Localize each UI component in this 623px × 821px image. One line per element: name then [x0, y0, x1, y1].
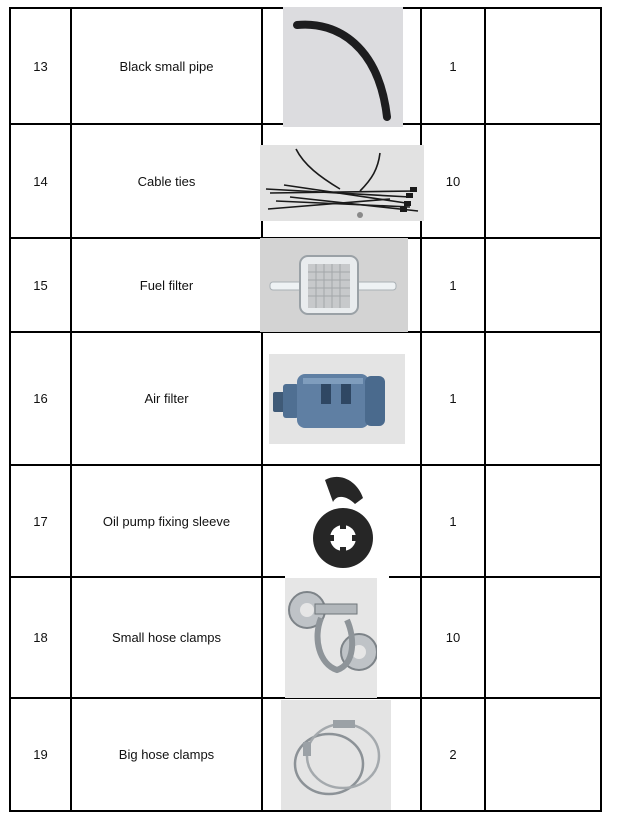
item-quantity: 1 — [421, 238, 485, 332]
item-quantity: 2 — [421, 698, 485, 811]
item-remark — [485, 332, 601, 465]
item-number: 14 — [10, 124, 71, 238]
item-name: Oil pump fixing sleeve — [71, 465, 262, 577]
item-remark — [485, 8, 601, 124]
item-number: 13 — [10, 8, 71, 124]
item-photo-cell — [262, 8, 421, 124]
item-name: Big hose clamps — [71, 698, 262, 811]
table-row — [10, 332, 601, 465]
item-photo-cell — [262, 332, 421, 465]
item-number: 19 — [10, 698, 71, 811]
item-remark — [485, 238, 601, 332]
pump-sleeve-photo — [285, 466, 389, 578]
item-name: Cable ties — [71, 124, 262, 238]
item-remark — [485, 124, 601, 238]
item-photo-cell — [262, 698, 421, 811]
item-remark — [485, 577, 601, 698]
item-remark — [485, 465, 601, 577]
item-quantity: 10 — [421, 577, 485, 698]
item-quantity: 1 — [421, 332, 485, 465]
item-photo-cell — [262, 577, 421, 698]
air-filter-photo — [269, 354, 405, 444]
item-remark — [485, 698, 601, 811]
item-number: 15 — [10, 238, 71, 332]
fuel-filter-photo — [260, 238, 408, 332]
parts-table — [9, 7, 602, 812]
table-row — [10, 124, 601, 238]
item-quantity: 1 — [421, 8, 485, 124]
table-row — [10, 238, 601, 332]
item-photo-cell — [262, 465, 421, 577]
small-clamps-photo — [285, 578, 377, 698]
big-clamps-photo — [281, 700, 391, 810]
item-quantity: 1 — [421, 465, 485, 577]
black-pipe-photo — [283, 7, 403, 127]
item-name: Air filter — [71, 332, 262, 465]
item-name: Small hose clamps — [71, 577, 262, 698]
item-number: 16 — [10, 332, 71, 465]
table-row — [10, 465, 601, 577]
item-name: Fuel filter — [71, 238, 262, 332]
table-row — [10, 8, 601, 124]
item-number: 18 — [10, 577, 71, 698]
cable-ties-photo — [260, 145, 424, 221]
item-photo-cell — [262, 238, 421, 332]
table-row — [10, 698, 601, 811]
table-row — [10, 577, 601, 698]
item-photo-cell — [262, 124, 421, 238]
item-number: 17 — [10, 465, 71, 577]
item-name: Black small pipe — [71, 8, 262, 124]
item-quantity: 10 — [421, 124, 485, 238]
